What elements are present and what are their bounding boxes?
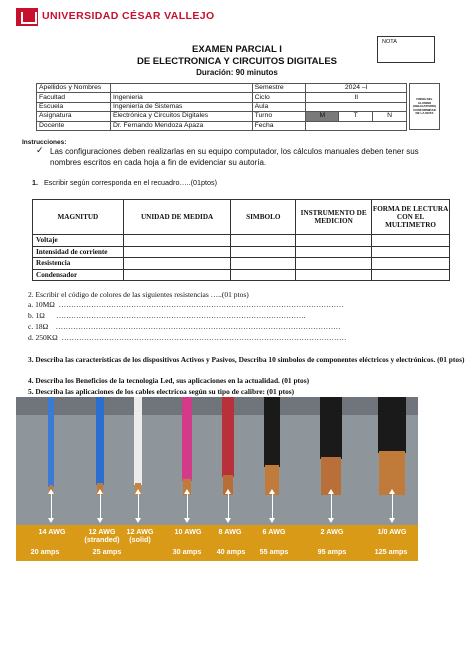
answer-cell[interactable]: [372, 269, 450, 281]
column-header: INSTRUMENTO DE MEDICION: [296, 200, 372, 235]
info-label: Facultad: [37, 93, 111, 102]
awg-label: 1/0 AWG: [377, 527, 407, 536]
question-4: 4. Describa los Beneficios de la tecnologia Led, sus aplicaciones en la actualidad. (01 ptos): [28, 376, 310, 385]
answer-cell[interactable]: [123, 246, 231, 258]
table-header-row: [33, 200, 450, 235]
awg-label: 2 AWG: [320, 527, 344, 536]
resistor-item: [28, 322, 341, 331]
info-label: Escuela: [37, 102, 111, 111]
info-value: 2024 –I: [306, 84, 407, 93]
table-row: [37, 112, 407, 121]
answer-line[interactable]: ……………………………………………………………………………………………………: [58, 300, 344, 309]
info-value: Dr. Fernando Mendoza Apaza: [110, 121, 252, 130]
info-label: Fecha: [252, 121, 306, 130]
info-value: Ingenieria: [110, 93, 252, 102]
name-field[interactable]: [110, 84, 252, 93]
wire-14awg: [48, 397, 54, 495]
magnitudes-table: [32, 199, 450, 281]
answer-cell[interactable]: [231, 258, 296, 270]
awg-label: 14 AWG: [38, 527, 66, 536]
cables-illustration: [16, 397, 418, 527]
question-1-text: Escribir según corresponda en el recuadro…..(01ptos): [44, 178, 217, 187]
resistor-item: [28, 300, 344, 309]
answer-line[interactable]: ……………………………………………………………………………………………………: [61, 333, 347, 342]
signature-box: [409, 83, 440, 130]
amps-label: 30 amps: [172, 547, 202, 556]
question-5: 5. Describa las aplicaciones de los cables electricoa según su tipo de calibre: (01 ptos): [28, 387, 295, 396]
turno-option-m[interactable]: M: [306, 112, 339, 121]
wire-2awg: [320, 397, 342, 495]
question-2: 2. Escribir el código de colores de las siguientes resistencias …..(01 ptos): [28, 290, 249, 299]
question-3: 3. Describa las características de los dispositivos Activos y Pasivos, Describa 10 simbolos de componentes eléctricos y electrónicos. (01 ptos): [28, 355, 465, 364]
table-row: [33, 258, 450, 270]
table-row: [37, 93, 407, 102]
cable-gauge-photo: [16, 397, 418, 561]
resistor-item: [28, 333, 347, 342]
answer-cell[interactable]: [123, 235, 231, 247]
column-header: UNIDAD DE MEDIDA: [123, 200, 231, 235]
answer-cell[interactable]: [123, 269, 231, 281]
answer-cell[interactable]: [372, 246, 450, 258]
table-row: [33, 235, 450, 247]
awg-label: [116, 528, 164, 544]
amps-label: 125 amps: [374, 547, 408, 556]
answer-cell[interactable]: [296, 246, 372, 258]
table-row: [37, 102, 407, 111]
awg-label: 6 AWG: [262, 527, 286, 536]
awg-note: (solid): [129, 535, 151, 544]
answer-line[interactable]: ……………………………………………………………………………………….: [56, 311, 306, 320]
awg-note: (stranded): [84, 535, 120, 544]
awg-label: 10 AWG: [174, 527, 202, 536]
wire-12awg-stranded: [96, 397, 104, 495]
university-name: UNIVERSIDAD CÉSAR VALLEJO: [42, 10, 215, 22]
resistor-label: c. 18Ω: [28, 322, 49, 331]
magnitude-label: Intensidad de corriente: [33, 246, 124, 258]
info-value: Electrónica y Circuitos Digitales: [110, 112, 252, 121]
info-label: Aula: [252, 102, 306, 111]
wire-10awg: [182, 397, 192, 495]
answer-cell[interactable]: [372, 235, 450, 247]
info-label: Apellidos y Nombres: [37, 84, 111, 93]
answer-cell[interactable]: [231, 246, 296, 258]
info-label: Ciclo: [252, 93, 306, 102]
nota-label: NOTA: [382, 39, 397, 45]
info-value: Ingeniería de Sistemas: [110, 102, 252, 111]
answer-cell[interactable]: [296, 258, 372, 270]
signature-note: FIRMA DEL ALUMNO (OBLIGATORIO) CONFORMIDAD DE LA NOTA: [413, 97, 436, 116]
gauge-arrow-icon: [228, 491, 229, 521]
magnitude-label: Voltaje: [33, 235, 124, 247]
exam-duration: Duración: 90 minutos: [196, 68, 278, 77]
answer-line[interactable]: ……………………………………………………………………………………………………: [55, 322, 341, 331]
amps-label: 95 amps: [317, 547, 347, 556]
turno-option-n[interactable]: N: [373, 112, 407, 121]
exam-title: EXAMEN PARCIAL I: [192, 44, 282, 55]
amps-label: 40 amps: [216, 547, 246, 556]
gauge-arrow-icon: [272, 491, 273, 521]
gauge-arrow-icon: [51, 491, 52, 521]
amps-label: 55 amps: [259, 547, 289, 556]
fecha-field[interactable]: [306, 121, 407, 130]
gauge-arrow-icon: [100, 491, 101, 521]
instructions-text: Las configuraciones deben realizarlas en su equipo computador, los cálculos manuales deben tener sus nombres escritos en cada hoja a fin de evidenciar su autoría.: [50, 147, 419, 167]
awg-label: 8 AWG: [218, 527, 242, 536]
info-value: II: [306, 93, 407, 102]
amps-label: 25 amps: [92, 547, 122, 556]
info-label: Asignatura: [37, 112, 111, 121]
table-row: [37, 84, 407, 93]
aula-field[interactable]: [306, 102, 407, 111]
answer-cell[interactable]: [296, 235, 372, 247]
resistor-label: a. 10MΩ: [28, 300, 55, 309]
magnitude-label: Resistencia: [33, 258, 124, 270]
answer-cell[interactable]: [372, 258, 450, 270]
wire-8awg: [222, 397, 234, 495]
resistor-label: b. 1Ω: [28, 311, 45, 320]
column-header: MAGNITUD: [33, 200, 124, 235]
answer-cell[interactable]: [231, 269, 296, 281]
answer-cell[interactable]: [296, 269, 372, 281]
awg-value: 12 AWG: [88, 527, 116, 536]
gauge-arrow-icon: [138, 491, 139, 521]
info-label: Turno: [252, 112, 306, 121]
resistor-item: [28, 311, 305, 320]
question-1: [32, 178, 217, 187]
column-header: FORMA DE LECTURA CON EL MULTIMETRO: [372, 200, 450, 235]
awg-value: 12 AWG: [126, 527, 154, 536]
answer-cell[interactable]: [231, 235, 296, 247]
table-row: [33, 269, 450, 281]
wire-6awg: [264, 397, 280, 495]
resistor-label: d. 250KΩ: [28, 333, 58, 342]
column-header: SIMBOLO: [231, 200, 296, 235]
table-row: [33, 246, 450, 258]
question-number: 1.: [32, 178, 38, 187]
answer-cell[interactable]: [123, 258, 231, 270]
checkmark-icon: ✓: [36, 145, 44, 155]
gauge-arrow-icon: [187, 491, 188, 521]
magnitude-label: Condensador: [33, 269, 124, 281]
info-label: Docente: [37, 121, 111, 130]
course-title: DE ELECTRONICA Y CIRCUITOS DIGITALES: [136, 56, 338, 67]
gauge-arrow-icon: [331, 491, 332, 521]
amps-label: 20 amps: [30, 547, 60, 556]
turno-option-t[interactable]: T: [339, 112, 373, 121]
wire-1-0awg: [378, 397, 406, 495]
university-logo-icon: [16, 8, 38, 26]
table-row: [37, 121, 407, 130]
gauge-arrow-icon: [392, 491, 393, 521]
wire-12awg-solid: [134, 397, 142, 495]
student-info-table: [36, 83, 407, 131]
info-label: Semestre: [252, 84, 306, 93]
instructions-heading: Instrucciones:: [22, 139, 67, 146]
